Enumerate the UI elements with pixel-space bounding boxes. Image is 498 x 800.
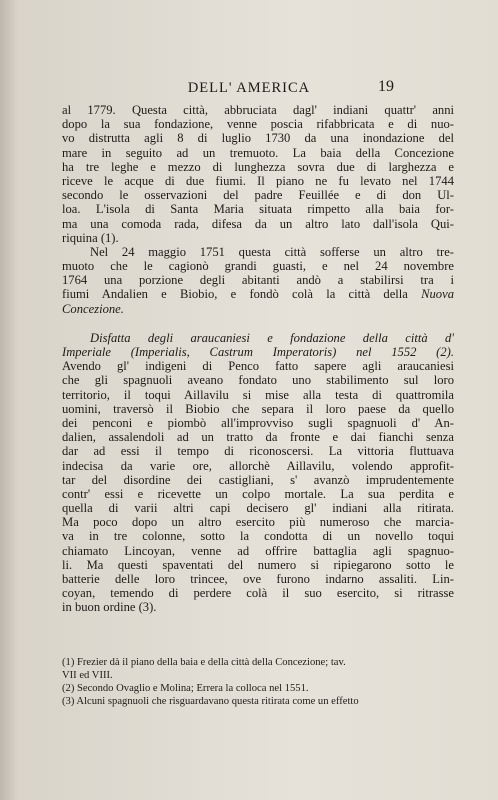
text-line: contr' essi e ricevette un colpo mortale. La sua perdita e <box>62 486 454 501</box>
footnote-1-continued: VII ed VIII. <box>62 670 113 681</box>
body-text <box>62 103 454 615</box>
text-line: va in tre colonne, sotto la condotta di un novello toqui <box>62 529 454 544</box>
text-line: in buon ordine (3). <box>62 600 157 615</box>
text-line: al 1779. Questa città, abbruciata dagl' indiani quattr' anni <box>62 103 454 117</box>
text-line: che gli spagnuoli aveano fondato uno stabilimento sul loro <box>62 373 454 388</box>
text-line <box>62 287 454 301</box>
running-title: DELL' AMERICA <box>187 80 311 96</box>
text-line: Nel 24 maggio 1751 questa città sofferse un altro tre- <box>90 244 454 259</box>
text-line: quella di varii altri capi decisero gl' indiani alla ritirata. <box>62 501 454 516</box>
text-line: loa. L'isola di Santa Maria situata rimpetto alla baia for- <box>62 202 454 217</box>
paragraph-2 <box>62 245 454 316</box>
text-line: Avendo gl' indigeni di Penco fatto sapere agli araucaniesi <box>62 359 454 374</box>
text-line: uomini, traversò il Biobio che separa il loro paese da quello <box>62 401 454 416</box>
paragraph-1 <box>62 103 454 245</box>
text-line: indecisa da varie ore, allorchè Aillavilu, volendo approfit- <box>62 458 454 473</box>
footnote-3: (3) Alcuni spagnuoli che risguardavano questa ritirata come un effetto <box>62 696 359 707</box>
text-line: 1764 una porzione degli abitanti andò a stabilirsi tra i <box>62 273 454 288</box>
footnote-2: (2) Secondo Ovaglio e Molina; Errera la colloca nel 1551. <box>62 683 309 694</box>
paragraph-3 <box>62 331 454 615</box>
text-line: ma una comoda rada, difesa da un altro lato dall'isola Qui- <box>62 216 454 231</box>
text-line: ha tre leghe e mezzo di lunghezza sovra due di larghezza e <box>62 159 454 174</box>
italic-word: Nuova <box>421 287 454 302</box>
text-line: batterie delle loro trincee, ove furono indarno assaliti. Lin- <box>62 572 454 586</box>
page-number: 19 <box>378 78 394 95</box>
text-segment: fiumi Andalien e Biobio, e fondò colà la città della <box>62 287 422 302</box>
text-line: riquina (1). <box>62 230 119 245</box>
text-line: territorio, il toqui Aillavilu si mise alla testa di quattromila <box>62 387 454 402</box>
text-line: Ma poco dopo un altro esercito più numeroso che marcia- <box>62 515 454 530</box>
text-line: chiamato Lincoyan, venne ad offrire battaglia agli spagnuo- <box>62 543 454 558</box>
section-heading-line: Imperiale (Imperialis, Castrum Imperatoris) nel 1552 (2). <box>62 345 454 359</box>
text-line: vo distrutta agli 8 di luglio 1730 da una inondazione del <box>62 131 454 146</box>
text-line: dalien, assalendoli ad un tratto da fronte e dai fianchi senza <box>62 430 454 445</box>
text-line: secondo le osservazioni del padre Feuillée e di don Ul- <box>62 188 454 203</box>
text-line: coyan, temendo di perdere colà il suo esercito, si ritrasse <box>62 586 454 601</box>
text-line: li. Ma questi spaventati del numero si ripiegarono sotto le <box>62 557 454 572</box>
text-line: Concezione. <box>62 301 124 316</box>
text-line: mare in seguito ad un tremuoto. La baia della Concezione <box>62 145 454 160</box>
footnotes <box>62 656 454 708</box>
text-line: muoto che le cagionò grandi guasti, e nel 24 novembre <box>62 259 454 274</box>
text-line: dopo la sua fondazione, venne poscia rifabbricata e di nuo- <box>62 117 454 132</box>
text-line: riceve le acque di due fiumi. Il piano ne fu levato nel 1744 <box>62 173 454 188</box>
section-heading-line: Disfatta degli araucaniesi e fondazione della città d' <box>90 330 454 345</box>
text-line: dar ad essi il tempo di riconoscersi. La vittoria fluttuava <box>62 444 454 459</box>
text-line: tar del disordine dei castigliani, s' avanzò imprudentemente <box>62 472 454 487</box>
footnote-1: (1) Frezier dà il piano della baia e della città della Concezione; tav. <box>62 657 346 668</box>
text-line: dei penconi e piombò all'improvviso sugli spagnuoli d' An- <box>62 415 454 430</box>
running-header <box>0 80 498 100</box>
